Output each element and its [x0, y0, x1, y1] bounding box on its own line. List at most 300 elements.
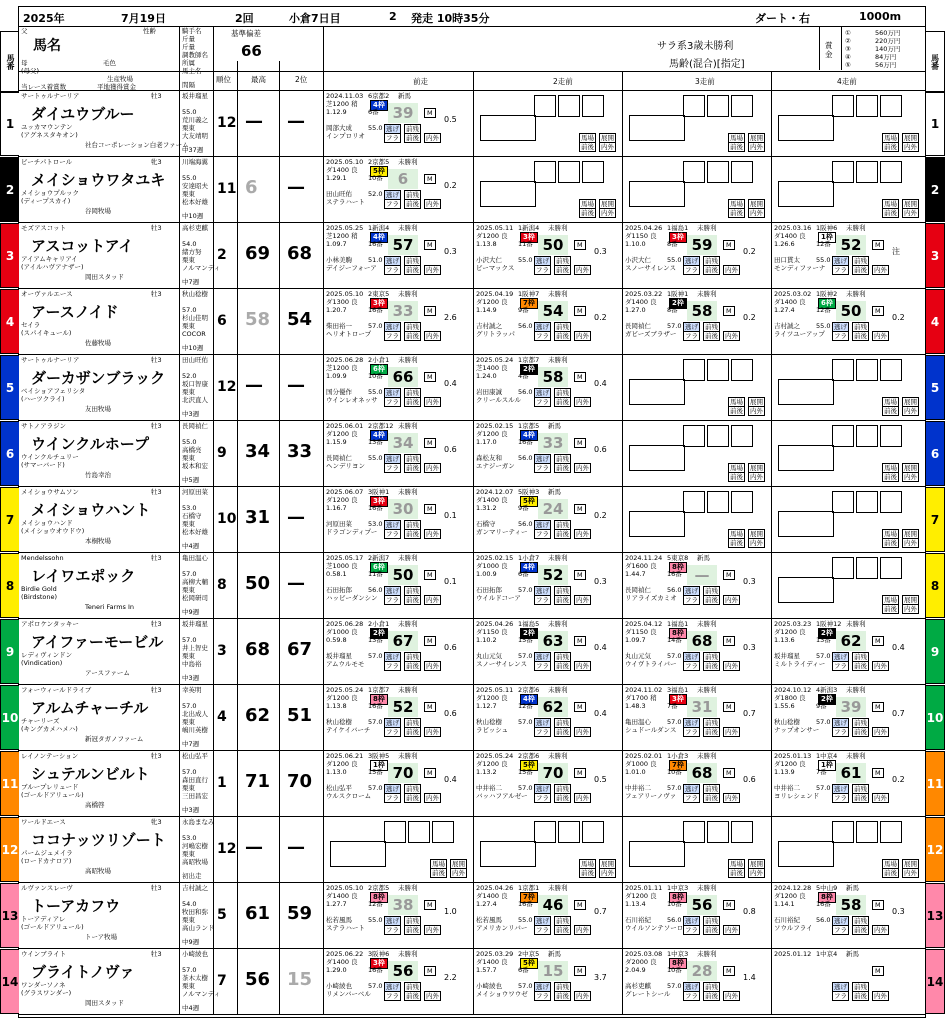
prev-pos-tag: 前後: [406, 926, 419, 934]
prev-pos-tag: 前後: [730, 869, 743, 877]
race-winner: バッハフアルゼー: [476, 792, 528, 800]
horse-dam: セイラ: [21, 321, 41, 329]
mode-mark: M: [574, 900, 586, 910]
stable: 栗東: [182, 850, 195, 858]
sire-label: 父: [21, 27, 28, 35]
race-class: 未勝利: [846, 290, 866, 298]
weight: 57.0: [182, 570, 197, 578]
prev-pos-tag: 前後: [705, 992, 718, 1000]
empty-cell: [731, 95, 753, 117]
prev-pos-tag: 前後: [556, 530, 569, 538]
race-track: ダ1400 良: [774, 232, 806, 240]
trainer: 井上智史: [182, 644, 208, 652]
in-out-tag: 内外: [725, 596, 738, 604]
past-race: [622, 487, 771, 553]
race-jockey: 石川裕紀: [774, 916, 800, 924]
empty-cell: [629, 181, 685, 207]
second-figure: 70: [287, 771, 313, 792]
empty-cell: [832, 821, 854, 843]
num-header-left: 馬番: [0, 31, 19, 93]
empty-cell: [832, 557, 854, 579]
pace-tag: フラ: [536, 926, 549, 934]
race-jockey: 吉村誠之: [774, 322, 800, 330]
mode-mark: M: [872, 636, 884, 646]
race-time: 1.27.7: [326, 900, 347, 908]
mode-mark: M: [424, 372, 436, 382]
race-winner: ガンマリーティー: [476, 528, 528, 536]
speed-figure: 63: [538, 631, 568, 651]
race-winner: モンディファーナ: [774, 264, 826, 272]
prev-pos-tag: 前後: [406, 332, 419, 340]
race-track: 芝1200 良: [326, 364, 358, 372]
escape-tag: 逃げ: [386, 785, 399, 793]
past-race: [323, 685, 473, 751]
race-date: 2025.03.02: [774, 290, 812, 298]
jockey: 秋山稔樹: [182, 290, 208, 298]
race-place: 5阪神3: [518, 488, 540, 496]
empty-cell: [880, 161, 902, 183]
race-place: 3阪神1: [368, 488, 390, 496]
prev-pos-tag: 前後: [854, 794, 867, 802]
race-class: 未勝利: [548, 686, 568, 694]
expand-tag: 展開: [904, 530, 917, 538]
front-tag: 前残: [406, 323, 419, 331]
interval-label: 間隔: [182, 81, 195, 89]
interval: 中3週: [182, 806, 200, 814]
horse-number-left: 3: [0, 223, 19, 288]
escape-tag: 逃げ: [834, 257, 847, 265]
gate-badge: 8枠: [370, 892, 388, 903]
best-figure: 61: [245, 903, 271, 924]
empty-cell: [582, 95, 604, 117]
empty-cell: [683, 425, 705, 447]
front-tag: 前残: [705, 323, 718, 331]
best-figure: 56: [245, 969, 271, 990]
entry-row: [5, 355, 940, 421]
prev-pos-tag: 前後: [705, 794, 718, 802]
in-out-tag: 内外: [750, 473, 763, 481]
pace-tag: フラ: [386, 332, 399, 340]
horse-number-left: 1: [0, 91, 19, 156]
escape-tag: 逃げ: [834, 983, 847, 991]
trainer: 石橋守: [182, 512, 202, 520]
in-out-tag: 内外: [426, 398, 439, 406]
pace-tag: フラ: [386, 398, 399, 406]
race-jockey-weight: 56.0: [518, 454, 533, 462]
escape-tag: 逃げ: [834, 719, 847, 727]
gate-badge: 4枠: [370, 100, 388, 111]
empty-cell: [832, 95, 854, 117]
race-jockey: 松山弘平: [326, 784, 352, 792]
prev-pos-tag: 前後: [705, 662, 718, 670]
interval: 中7週: [182, 278, 200, 286]
mode-mark: M: [574, 504, 586, 514]
horse-breeder: 佐藤牧場: [85, 339, 111, 347]
front-tag: 前残: [854, 653, 867, 661]
horse-name: ダーカザンブラック: [31, 369, 166, 387]
pace-tag: フラ: [536, 728, 549, 736]
race-place: 6京都2: [368, 92, 390, 100]
gate-badge: 6枠: [370, 562, 388, 573]
horse-number-left: 8: [0, 553, 19, 618]
stable: 栗東: [182, 124, 195, 132]
horse-sex: 牝3: [151, 158, 162, 166]
expand-tag: 展開: [452, 860, 465, 868]
stable: 栗東: [182, 916, 195, 924]
in-out-tag: 内外: [576, 662, 589, 670]
stable: 栗東: [182, 586, 195, 594]
horse-name: ココナッツリゾート: [31, 831, 166, 849]
mode-mark: M: [424, 174, 436, 184]
mode-mark: M: [424, 504, 436, 514]
in-out-tag: 内外: [576, 398, 589, 406]
second-figure: —: [287, 177, 305, 198]
second-figure: 59: [287, 903, 313, 924]
race-winner: グリトラッパ: [476, 330, 515, 338]
horse-damsire: (サマーバード): [21, 461, 65, 469]
escape-tag: 逃げ: [834, 785, 847, 793]
second-figure: —: [287, 375, 305, 396]
horse-sex: 牡3: [151, 554, 162, 562]
race-jockey: 丸山元気: [476, 652, 502, 660]
past-race: [473, 487, 622, 553]
in-out-tag: 内外: [601, 143, 614, 151]
past-race: [771, 421, 925, 487]
trainer-label: 調教師名: [182, 51, 208, 59]
past-race: [771, 949, 925, 1015]
race-jockey-weight: 55.0: [368, 916, 383, 924]
in-out-tag: 内外: [874, 794, 887, 802]
race-time: 1.13.6: [774, 636, 795, 644]
race-winner: クリールスルル: [476, 396, 522, 404]
prize-mark: ①: [845, 29, 851, 37]
horse-breeder: 社台コーポレーション白老ファーム: [85, 141, 189, 149]
race-winner: デイジーフォーア: [326, 264, 377, 272]
weight-label: 斤量: [182, 43, 195, 51]
interval: 中7週: [182, 740, 200, 748]
speed-figure: 52: [538, 565, 568, 585]
past-race: [323, 883, 473, 949]
entry-row: [5, 553, 940, 619]
race-date: 2025.01.11: [625, 884, 663, 892]
race-jockey-weight: 56.0: [368, 586, 383, 594]
escape-tag: 逃げ: [536, 587, 549, 595]
horse-sex: 牡3: [151, 686, 162, 694]
escape-tag: 逃げ: [536, 389, 549, 397]
past-race: [771, 157, 925, 223]
pace-tag: フラ: [386, 794, 399, 802]
rank: 4: [217, 709, 227, 725]
second-figure: —: [287, 573, 305, 594]
race-time: 1.00.9: [476, 570, 497, 578]
result-value: 1.4: [743, 973, 756, 982]
mode-mark: M: [574, 702, 586, 712]
race-class: 未勝利: [398, 950, 418, 958]
race-date: 2024.11.24: [625, 554, 663, 562]
best-figure: 50: [245, 573, 271, 594]
hold-label: 平地獲得賞金: [97, 83, 136, 91]
past-race: [323, 223, 473, 289]
front-tag: 前残: [556, 719, 569, 727]
past-race: [473, 949, 622, 1015]
gate-badge: 2枠: [818, 628, 836, 639]
horse-number-right: 4: [926, 289, 945, 354]
race-field: 16番: [368, 240, 383, 248]
owner: 松本好雄: [182, 198, 208, 206]
race-place: 5東京8: [667, 554, 689, 562]
empty-cell: [856, 95, 878, 117]
race-field: 16番: [518, 438, 533, 446]
horse-number-right: 6: [926, 421, 945, 486]
divider: [237, 91, 238, 156]
race-time: 1.24.0: [476, 372, 497, 380]
horse-sex: 牡3: [151, 950, 162, 958]
base-rating: 66: [241, 42, 262, 60]
pace-tag: フラ: [536, 266, 549, 274]
empty-cell: [582, 821, 604, 843]
empty-cell: [707, 359, 729, 381]
expand-tag: 展開: [750, 464, 763, 472]
divider: [179, 91, 180, 156]
horse-sex: 牡3: [151, 620, 162, 628]
horse-dam: Birdie Gold: [21, 585, 57, 593]
horse-sire: アポロケンタッキー: [21, 620, 79, 628]
gate-badge: 1枠: [370, 760, 388, 771]
horse-number-right: 7: [926, 487, 945, 552]
speed-figure: 66: [388, 367, 418, 387]
in-out-tag: 内外: [750, 869, 763, 877]
race-field: 13番: [368, 438, 383, 446]
trainer: 緒方努: [182, 248, 202, 256]
stall-tag: 馬場: [730, 530, 743, 538]
horse-breeder: 本桐牧場: [85, 537, 111, 545]
race-place: 3福島1: [667, 686, 689, 694]
stall-tag: 馬場: [581, 134, 594, 142]
mode-mark: M: [424, 900, 436, 910]
race-field: 16番: [518, 900, 533, 908]
empty-cell: [731, 161, 753, 183]
interval: 中3週: [182, 674, 200, 682]
front-tag: 前残: [705, 257, 718, 265]
best-label: 最高: [251, 75, 266, 84]
gate-badge: 8枠: [370, 694, 388, 705]
race-time: 1.13.8: [326, 702, 347, 710]
race-date: 2025.01.12: [774, 950, 812, 958]
past-race: [323, 289, 473, 355]
race-track: ダ1400 良: [476, 958, 508, 966]
horse-damsire: (Birdstone): [21, 593, 58, 601]
in-out-tag: 内外: [725, 266, 738, 274]
prev-pos-tag: 前後: [406, 464, 419, 472]
empty-cell: [534, 161, 556, 183]
race-jockey-weight: 57.0: [368, 652, 383, 660]
speed-figure: 30: [388, 499, 418, 519]
prev-pos-tag: 前後: [556, 332, 569, 340]
result-value: 0.4: [892, 643, 905, 652]
escape-tag: 逃げ: [536, 983, 549, 991]
race-jockey: 小崎綾也: [476, 982, 502, 990]
pace-tag: フラ: [386, 266, 399, 274]
interval: 中4週: [182, 542, 200, 550]
race-field: 15番: [518, 636, 533, 644]
front-tag: 前残: [556, 587, 569, 595]
owner: 高昭牧場: [182, 858, 208, 866]
race-track: ダ1200 良: [476, 760, 508, 768]
front-tag: 前残: [556, 323, 569, 331]
best-figure: 58: [245, 309, 271, 330]
race-jockey: 森松友和: [476, 454, 502, 462]
race-date: 2025.05.11: [476, 686, 514, 694]
race-class: 未勝利: [548, 620, 568, 628]
in-out-tag: 内外: [576, 596, 589, 604]
result-value: 0.3: [743, 577, 756, 586]
race-winner: ヨリレシェンド: [774, 792, 820, 800]
divider: [279, 817, 280, 882]
result-value: 0.6: [444, 709, 457, 718]
prize-amount: 56万円: [875, 61, 897, 69]
race-jockey: 亀田温心: [625, 718, 651, 726]
horse-damsire: (グラスワンダー): [21, 989, 72, 997]
race-field: 13番: [816, 636, 831, 644]
prev-pos-tag: 前後: [730, 473, 743, 481]
front-tag: 前残: [556, 917, 569, 925]
prev-pos-tag: 前後: [581, 869, 594, 877]
divider: [179, 289, 180, 354]
speed-figure: 70: [538, 763, 568, 783]
owner-label: 馬主名: [182, 67, 202, 75]
front-tag: 前残: [556, 785, 569, 793]
horse-breeder: 岡田スタッド: [85, 273, 124, 281]
gate-badge: 2枠: [520, 628, 538, 639]
horse-sire: ビーチパトロール: [21, 158, 73, 166]
empty-cell: [683, 491, 705, 513]
gate-badge: 5枠: [520, 496, 538, 507]
in-out-tag: 内外: [576, 728, 589, 736]
jockey: 川端海翼: [182, 158, 208, 166]
speed-figure: 67: [388, 631, 418, 651]
horse-number-right: 13: [926, 883, 945, 948]
race-time: 2.04.9: [625, 966, 646, 974]
horse-number-left: 13: [0, 883, 19, 948]
result-value: 0.7: [743, 709, 756, 718]
horse-sire: サートゥルナーリア: [21, 356, 80, 364]
in-out-tag: 内外: [725, 794, 738, 802]
gate-badge: 5枠: [520, 958, 538, 969]
race-field: 16番: [368, 306, 383, 314]
race-time: 1.17.0: [476, 438, 497, 446]
race-jockey: 松若風馬: [476, 916, 502, 924]
past-race: [323, 949, 473, 1015]
num-header-right: 馬番: [926, 31, 945, 93]
expand-tag: 展開: [904, 464, 917, 472]
race-date: 2025.02.01: [625, 752, 663, 760]
horse-number-left: 6: [0, 421, 19, 486]
race-time: 1.12.9: [326, 108, 347, 116]
race-number: 2: [389, 10, 397, 23]
mode-mark: M: [723, 570, 735, 580]
empty-cell: [778, 181, 834, 207]
race-place: 1中京3: [667, 950, 689, 958]
entry-row: [1, 685, 944, 751]
prev-pos-tag: 前後: [406, 992, 419, 1000]
past-race: [622, 91, 771, 157]
divider: [279, 949, 280, 1014]
prev-pos-tag: 前後: [581, 209, 594, 217]
mode-mark: M: [723, 306, 735, 316]
speed-figure: 56: [687, 895, 717, 915]
race-jockey: 石田拓郎: [476, 586, 502, 594]
result-value: 0.4: [594, 709, 607, 718]
owner: 松岡研司: [182, 594, 208, 602]
past-race: [473, 751, 622, 817]
gate-badge: 4枠: [520, 562, 538, 573]
race-class: 新馬: [548, 488, 561, 496]
past-race: [771, 289, 925, 355]
empty-cell: [832, 359, 854, 381]
race-distance: 1000m: [859, 10, 902, 23]
race-class: 未勝利: [398, 158, 418, 166]
race-place: 1福島1: [667, 224, 689, 232]
in-out-tag: 内外: [426, 992, 439, 1000]
horse-sire: メイショウサムソン: [21, 488, 79, 496]
past-race: [473, 91, 622, 157]
gate-badge: 2枠: [370, 628, 388, 639]
empty-cell: [707, 95, 729, 117]
stall-tag: 馬場: [730, 860, 743, 868]
best-figure: 6: [245, 177, 258, 198]
jockey: 幸英明: [182, 686, 202, 694]
prev-pos-tag: 前後: [730, 209, 743, 217]
entry-row: [5, 487, 940, 553]
race-time: 1.29.1: [326, 174, 347, 182]
divider: [237, 223, 238, 288]
race-jockey-weight: 57.0: [518, 718, 533, 726]
front-tag: 前残: [406, 917, 419, 925]
horse-sex: 牡3: [151, 422, 162, 430]
breeder-label: 生産牧場: [107, 75, 133, 83]
gate-badge: 1枠: [818, 232, 836, 243]
divider: [213, 223, 214, 288]
horse-damsire: (アイルハヴアナザー): [21, 263, 84, 271]
mode-mark: M: [872, 702, 884, 712]
pace-tag: フラ: [685, 992, 698, 1000]
best-figure: 34: [245, 441, 271, 462]
in-out-tag: 内外: [426, 926, 439, 934]
weight: 57.0: [182, 966, 197, 974]
speed-figure: 6: [388, 169, 418, 189]
horse-name: アースノイド: [31, 303, 119, 321]
race-class: 未勝利: [398, 224, 418, 232]
trainer: 安達昭夫: [182, 182, 208, 190]
front-tag: 前残: [406, 125, 419, 133]
in-out-tag: 内外: [874, 992, 887, 1000]
in-out-tag: 内外: [904, 869, 917, 877]
prev-pos-tag: 前後: [884, 869, 897, 877]
race-time: 1.27.4: [774, 306, 795, 314]
front-tag: 前残: [406, 587, 419, 595]
color-label: 毛色: [103, 59, 116, 67]
rank: 8: [217, 577, 227, 593]
divider: [237, 817, 238, 882]
prev-pos-tag: 前後: [705, 266, 718, 274]
mode-mark: M: [872, 240, 884, 250]
rank: 11: [217, 181, 237, 197]
owner: 北沢直人: [182, 396, 208, 404]
result-value: 0.3: [743, 643, 756, 652]
race-jockey-weight: 56.0: [518, 388, 533, 396]
speed-figure: 57: [388, 235, 418, 255]
owner: ノルマンディ: [182, 990, 221, 998]
